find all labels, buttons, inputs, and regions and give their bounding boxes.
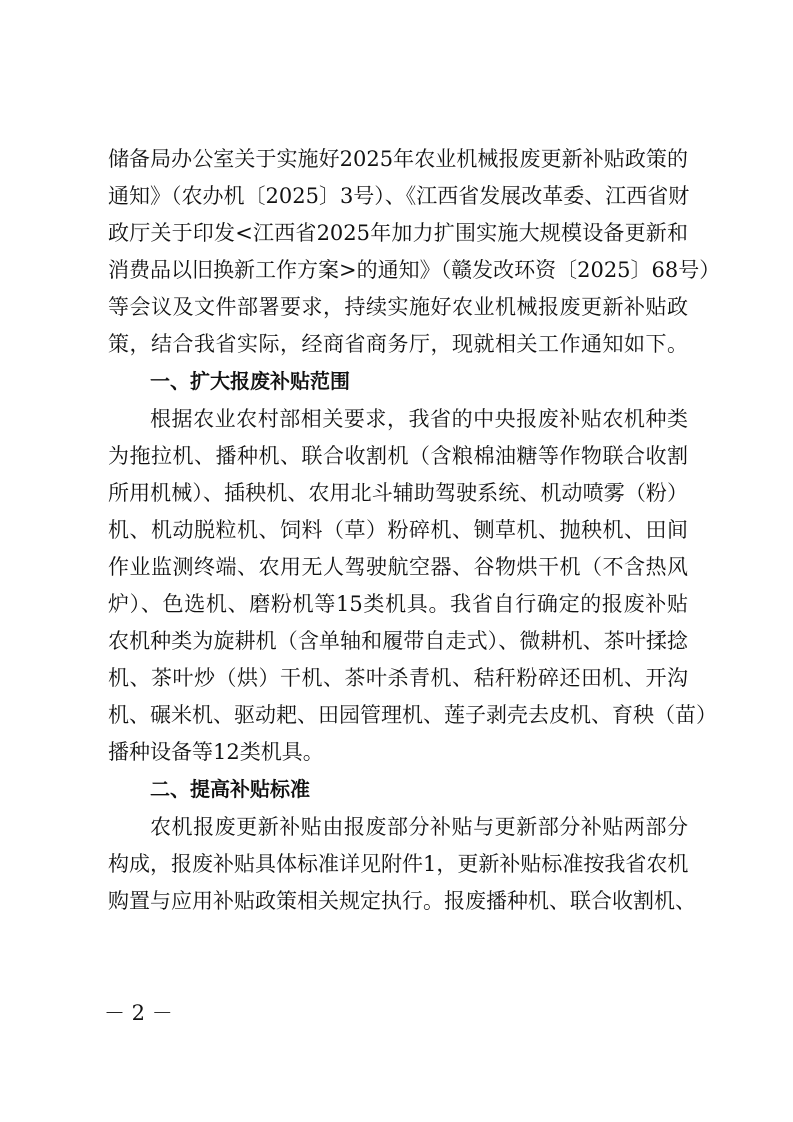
body-line: 所用机械）、插秧机、农用北斗辅助驾驶系统、机动喷雾（粉） — [108, 481, 688, 505]
body-line: 构成，报废补贴具体标准详见附件1，更新补贴标准按我省农机 — [108, 852, 689, 876]
section-heading-1: 一、扩大报废补贴范围 — [150, 369, 350, 393]
body-line: 炉）、色选机、磨粉机等15类机具。我省自行确定的报废补贴 — [108, 592, 688, 616]
section-heading-2: 二、提高补贴标准 — [150, 777, 310, 801]
body-line: 等会议及文件部署要求，持续实施好农业机械报废更新补贴政 — [108, 295, 688, 319]
body-line: 机、碾米机、驱动耙、田园管理机、莲子剥壳去皮机、育秧（苗） — [108, 703, 717, 727]
body-line: 通知》（农办机〔2025〕3号）、《江西省发展改革委、江西省财 — [108, 184, 690, 208]
paragraph-first-line: 农机报废更新补贴由报废部分补贴与更新部分补贴两部分 — [150, 815, 688, 839]
body-line: 机、茶叶炒（烘）干机、茶叶杀青机、秸秆粉碎还田机、开沟 — [108, 666, 688, 690]
body-line: 为拖拉机、播种机、联合收割机（含粮棉油糖等作物联合收割 — [108, 444, 688, 468]
body-line: 策，结合我省实际，经商省商务厅，现就相关工作通知如下。 — [108, 332, 688, 356]
body-line: 政厅关于印发<江西省2025年加力扩围实施大规模设备更新和 — [108, 221, 688, 245]
body-line: 农机种类为旋耕机（含单轴和履带自走式）、微耕机、茶叶揉捻 — [108, 629, 688, 653]
body-line: 机、机动脱粒机、饲料（草）粉碎机、铡草机、抛秧机、田间 — [108, 518, 688, 542]
body-line: 作业监测终端、农用无人驾驶航空器、谷物烘干机（不含热风 — [108, 555, 688, 579]
body-line: 储备局办公室关于实施好2025年农业机械报废更新补贴政策的 — [108, 147, 688, 171]
page-number: － 2 － — [104, 1001, 173, 1025]
body-line: 购置与应用补贴政策相关规定执行。报废播种机、联合收割机、 — [108, 889, 696, 913]
body-line: 播种设备等12类机具。 — [108, 740, 324, 764]
paragraph-first-line: 根据农业农村部相关要求，我省的中央报废补贴农机种类 — [150, 407, 688, 431]
body-line: 消费品以旧换新工作方案>的通知》（赣发改环资〔2025〕68号） — [108, 258, 721, 282]
